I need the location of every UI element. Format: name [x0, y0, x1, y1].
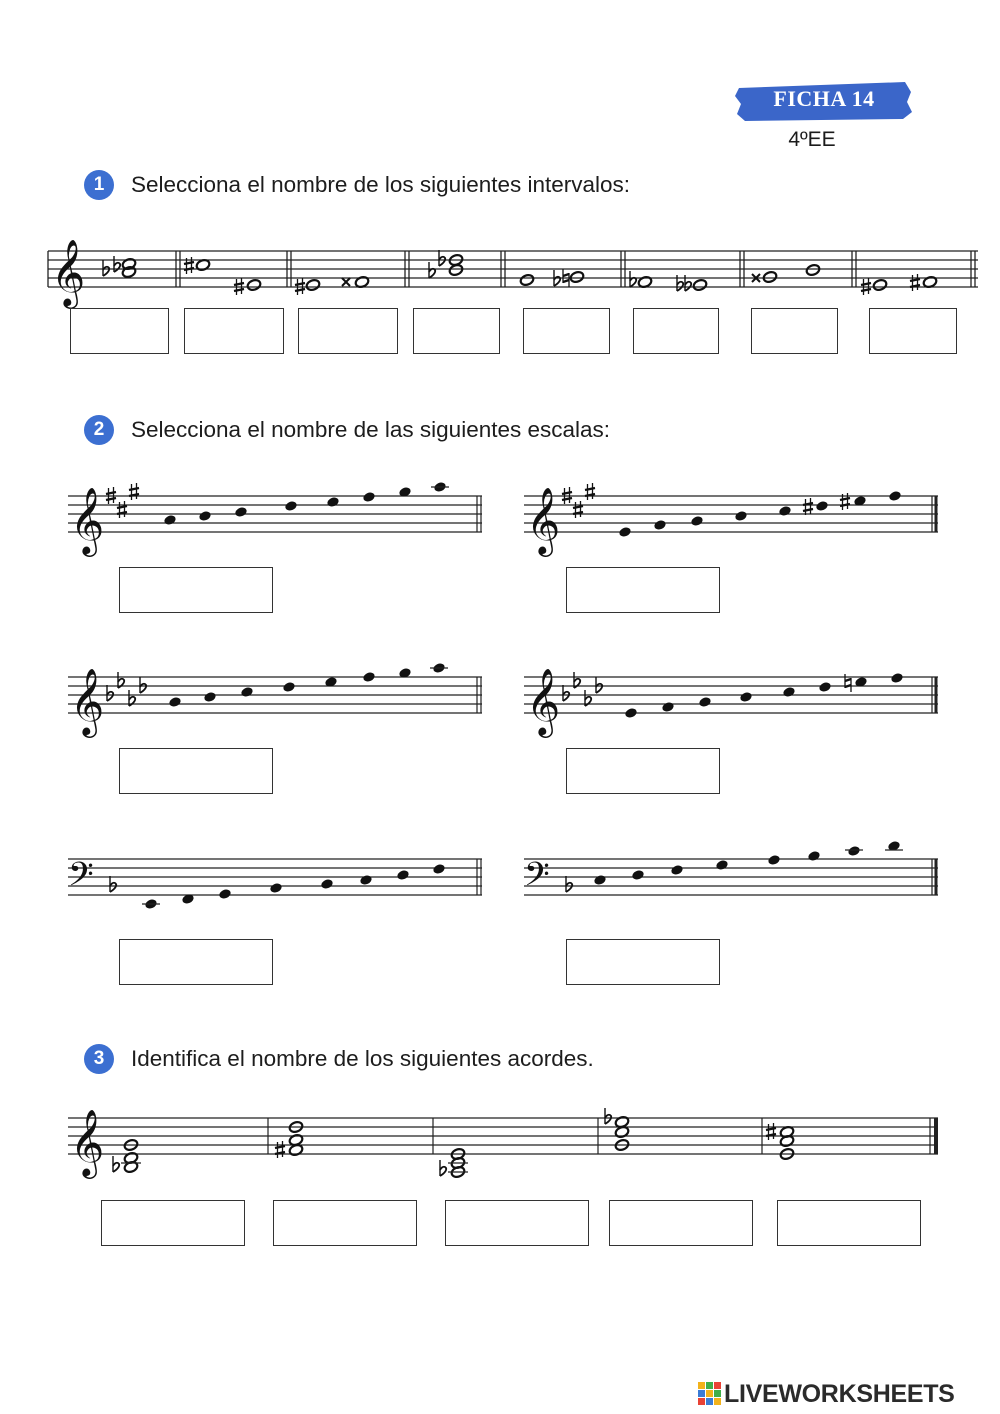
bass-clef-icon: 𝄢 — [68, 856, 94, 902]
chord-answer-3[interactable] — [445, 1200, 589, 1246]
chord-answer-2[interactable] — [273, 1200, 417, 1246]
question-text-3: Identifica el nombre de los siguientes acordes. — [131, 1046, 594, 1071]
scale-staff-3 — [68, 662, 482, 738]
chord-answer-4[interactable] — [609, 1200, 753, 1246]
question-text-2: Selecciona el nombre de las siguientes escalas: — [131, 417, 611, 442]
treble-clef-icon: 𝄞 — [51, 238, 86, 306]
chord-answer-5[interactable] — [777, 1200, 921, 1246]
interval-answer-6[interactable] — [633, 308, 719, 354]
treble-clef-icon: 𝄞 — [70, 667, 105, 735]
liveworksheets-logo-icon — [698, 1382, 722, 1406]
interval-answer-4[interactable] — [413, 308, 500, 354]
question-text-1: Selecciona el nombre de los siguientes intervalos: — [131, 172, 631, 197]
scale-staff-2 — [524, 483, 938, 557]
scale-staff-1 — [68, 481, 482, 557]
grade-label: 4ºEE — [788, 128, 836, 151]
chord-staff — [68, 1108, 938, 1179]
scale-answer-6[interactable] — [566, 939, 720, 985]
interval-answer-5[interactable] — [523, 308, 610, 354]
question-number-3: 3 — [84, 1044, 114, 1074]
treble-clef-icon: 𝄞 — [70, 1108, 105, 1176]
scale-answer-5[interactable] — [119, 939, 273, 985]
chord-answer-1[interactable] — [101, 1200, 245, 1246]
scale-answer-2[interactable] — [566, 567, 720, 613]
treble-clef-icon: 𝄞 — [526, 667, 561, 735]
scale-staff-5 — [68, 856, 482, 910]
interval-answer-2[interactable] — [184, 308, 284, 354]
scale-staff-6 — [524, 840, 938, 902]
scale-answer-4[interactable] — [566, 748, 720, 794]
treble-clef-icon: 𝄞 — [70, 486, 105, 554]
interval-answer-7[interactable] — [751, 308, 838, 354]
question-number-2: 2 — [84, 415, 114, 445]
liveworksheets-logo-text: LIVEWORKSHEETS — [724, 1380, 955, 1408]
question-number-1: 1 — [84, 170, 114, 200]
scale-answer-3[interactable] — [119, 748, 273, 794]
bass-clef-icon: 𝄢 — [524, 856, 550, 902]
interval-answer-3[interactable] — [298, 308, 398, 354]
treble-clef-icon: 𝄞 — [526, 486, 561, 554]
scale-staff-4 — [524, 667, 938, 738]
interval-answer-8[interactable] — [869, 308, 957, 354]
badge-label: FICHA 14 — [773, 86, 875, 111]
interval-answer-1[interactable] — [70, 308, 169, 354]
scale-answer-1[interactable] — [119, 567, 273, 613]
interval-staff — [48, 238, 978, 309]
